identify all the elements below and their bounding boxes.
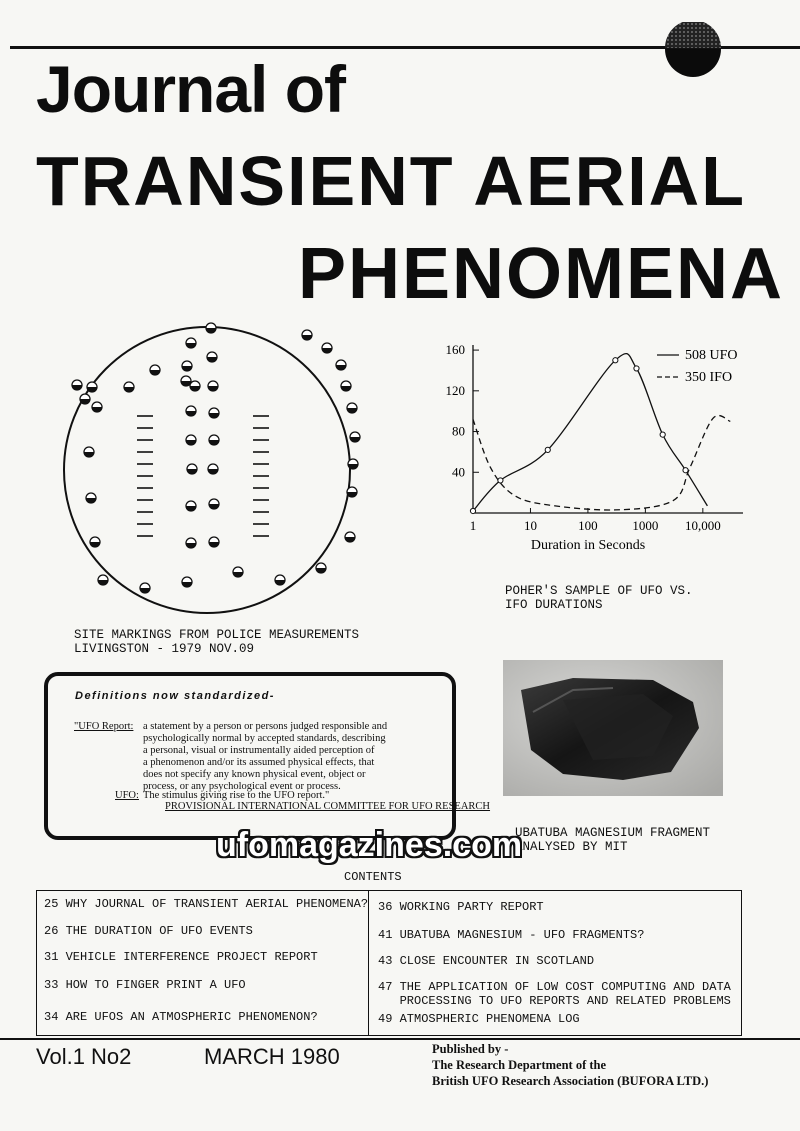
contents-item: 26 THE DURATION OF UFO EVENTS: [44, 924, 253, 938]
duration-chart: [425, 335, 765, 567]
bottom-rule: [0, 1038, 800, 1040]
hole-marking: [209, 408, 219, 418]
ifo-series-line: [473, 415, 730, 510]
contents-item: 33 HOW TO FINGER PRINT A UFO: [44, 978, 246, 992]
contents-item: 41 UBATUBA MAGNESIUM - UFO FRAGMENTS?: [378, 928, 645, 942]
definition-line: a statement by a person or persons judged responsible and: [143, 721, 388, 732]
definitions-title: Definitions now standardized-: [75, 690, 275, 702]
hole-marking: [316, 563, 326, 573]
hole-marking: [275, 575, 285, 585]
ufo-data-point: [613, 358, 618, 363]
legend-label: 508 UFO: [685, 348, 738, 363]
chart-caption-line-2: IFO DURATIONS: [505, 598, 603, 612]
site-caption-line-2: LIVINGSTON - 1979 NOV.09: [74, 642, 255, 656]
issue-date: MARCH 1980: [204, 1044, 340, 1069]
x-tick-label: 10,000: [684, 518, 721, 533]
contents-title: CONTENTS: [344, 870, 402, 884]
masthead-line-3: PHENOMENA: [298, 234, 785, 314]
hole-marking: [182, 577, 192, 587]
x-tick-label: 10: [523, 518, 537, 533]
hole-marking: [86, 493, 96, 503]
publisher-line-2: The Research Department of the: [432, 1058, 607, 1072]
ufo-data-point: [634, 366, 639, 371]
definition-line: a phenomenon and/or its assumed physical effects, that: [143, 757, 375, 768]
publisher-line-3: British UFO Research Association (BUFORA LTD.): [432, 1074, 709, 1088]
hole-marking: [209, 537, 219, 547]
ufo-data-point: [470, 508, 475, 513]
definition-line: does not specify any known physical event, object or: [143, 769, 366, 780]
hole-marking: [302, 330, 312, 340]
hole-marking: [124, 382, 134, 392]
hole-marking: [98, 575, 108, 585]
hole-marking: [208, 381, 218, 391]
definition-line: psychologically normal by accepted standards, describing: [143, 733, 386, 744]
hole-marking: [336, 360, 346, 370]
hole-marking: [72, 380, 82, 390]
y-tick-label: 80: [452, 423, 465, 439]
hole-marking: [209, 435, 219, 445]
y-tick-label: 160: [445, 342, 465, 358]
masthead-line-2: TRANSIENT AERIAL: [36, 142, 746, 220]
hole-marking: [80, 394, 90, 404]
hole-marking: [181, 376, 191, 386]
hole-marking: [206, 323, 216, 333]
hole-marking: [207, 352, 217, 362]
hole-marking: [186, 501, 196, 511]
ufo-data-point: [498, 478, 503, 483]
hole-marking: [209, 499, 219, 509]
hole-marking: [347, 403, 357, 413]
ufo-data-point: [660, 432, 665, 437]
hole-marking: [84, 447, 94, 457]
site-markings-diagram: [55, 320, 370, 625]
ufo-definition: The stimulus giving rise to the UFO report.": [143, 790, 330, 801]
x-axis-label: Duration in Seconds: [530, 538, 646, 553]
x-tick-label: 1: [469, 518, 477, 533]
hole-marking: [233, 567, 243, 577]
hole-marking: [186, 406, 196, 416]
x-tick-label: 1000: [632, 518, 659, 533]
hole-marking: [322, 343, 332, 353]
contents-item: 36 WORKING PARTY REPORT: [378, 900, 544, 914]
definition-line: process, or any psychological event or process.: [143, 781, 341, 792]
ufo-data-point: [545, 447, 550, 452]
ufo-series-line: [473, 354, 707, 511]
hole-marking: [350, 432, 360, 442]
hole-marking: [190, 381, 200, 391]
x-tick-label: 100: [578, 518, 598, 533]
ubatuba-fragment-photo: [503, 660, 723, 796]
ufo-term: UFO:: [115, 790, 139, 801]
hole-marking: [187, 464, 197, 474]
contents-item: 47 THE APPLICATION OF LOW COST COMPUTING AND DATA: [378, 980, 731, 994]
hole-marking: [186, 338, 196, 348]
hole-marking: [92, 402, 102, 412]
contents-item: 34 ARE UFOS AN ATMOSPHERIC PHENOMENON?: [44, 1010, 318, 1024]
contents-item: 49 ATMOSPHERIC PHENOMENA LOG: [378, 1012, 580, 1026]
definition-line: a personal, visual or instrumentally aided perception of: [143, 745, 375, 756]
hole-marking: [345, 532, 355, 542]
ufo-report-term: "UFO Report:: [74, 721, 134, 732]
contents-item: 25 WHY JOURNAL OF TRANSIENT AERIAL PHENOMENA?: [44, 897, 369, 911]
masthead-line-1: Journal of: [36, 52, 346, 126]
hole-marking: [150, 365, 160, 375]
contents-item: PROCESSING TO UFO REPORTS AND RELATED PROBLEMS: [378, 994, 731, 1008]
hole-marking: [140, 583, 150, 593]
ufo-report-definition: [143, 721, 443, 793]
hole-marking: [341, 381, 351, 391]
dotted-disc-logo: [662, 22, 724, 84]
chart-caption-line-1: POHER'S SAMPLE OF UFO VS.: [505, 584, 693, 598]
hole-marking: [347, 487, 357, 497]
publisher-line-1: Published by -: [432, 1042, 509, 1056]
definitions-source: PROVISIONAL INTERNATIONAL COMMITTEE FOR UFO RESEARCH: [165, 801, 491, 812]
contents-item: 31 VEHICLE INTERFERENCE PROJECT REPORT: [44, 950, 318, 964]
photo-caption-line-1: UBATUBA MAGNESIUM FRAGMENT: [515, 826, 711, 840]
y-tick-label: 40: [452, 464, 465, 480]
contents-divider: [368, 890, 369, 1036]
hole-marking: [90, 537, 100, 547]
hole-marking: [186, 435, 196, 445]
contents-item: 43 CLOSE ENCOUNTER IN SCOTLAND: [378, 954, 595, 968]
volume-number: Vol.1 No2: [36, 1044, 132, 1069]
hole-marking: [182, 361, 192, 371]
hole-marking: [87, 382, 97, 392]
hole-marking: [208, 464, 218, 474]
legend-label: 350 IFO: [685, 370, 733, 385]
hole-marking: [186, 538, 196, 548]
y-tick-label: 120: [445, 382, 465, 398]
website-watermark: ufomagazines.com: [216, 826, 523, 864]
site-caption-line-1: SITE MARKINGS FROM POLICE MEASUREMENTS: [74, 628, 360, 642]
photo-caption-line-2: ANALYSED BY MIT: [515, 840, 628, 854]
hole-marking: [348, 459, 358, 469]
